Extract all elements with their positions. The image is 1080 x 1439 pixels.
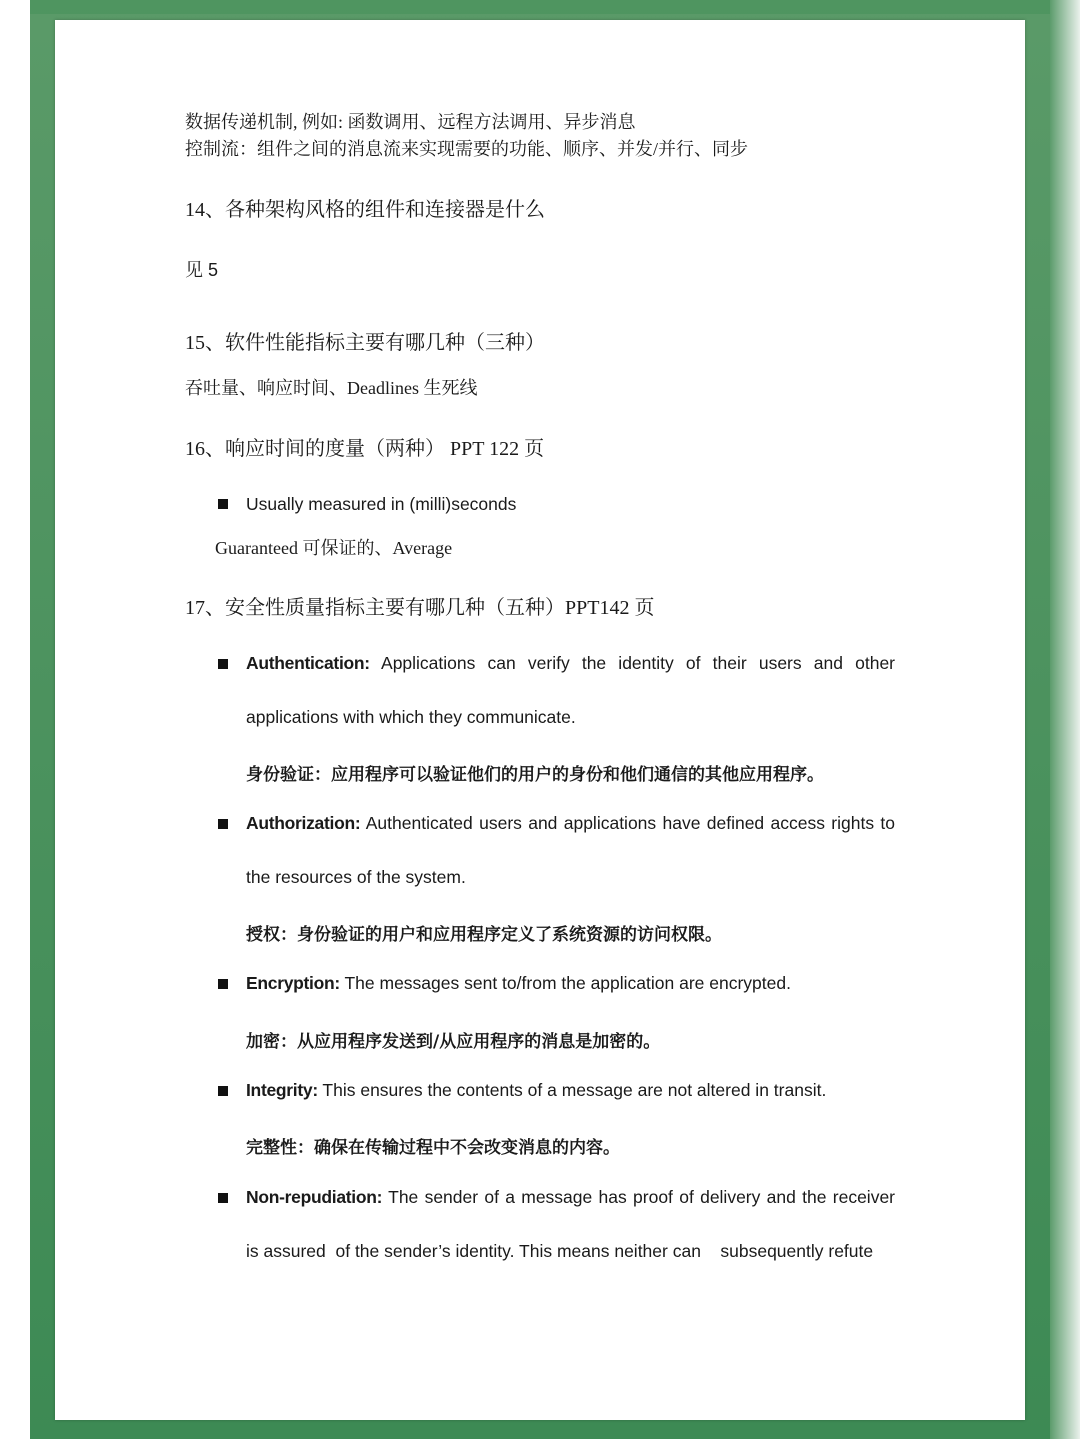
bullet-square-icon bbox=[218, 979, 228, 989]
bullet-square-icon bbox=[218, 819, 228, 829]
authorization-line-1: Authorization: Authenticated users and applications have defined access rights to bbox=[246, 813, 895, 833]
authentication-term: Authentication: bbox=[246, 653, 370, 673]
authentication-zh: 身份验证：应用程序可以验证他们的用户的身份和他们通信的其他应用程序。 bbox=[246, 765, 824, 785]
integrity-line-1: Integrity: This ensures the contents of a message are not altered in transit. bbox=[246, 1080, 827, 1100]
document-page bbox=[55, 20, 1025, 1420]
q16-answer: Guaranteed 可保证的、Average bbox=[215, 538, 453, 558]
q14-answer: 见 5 bbox=[185, 260, 219, 280]
authorization-zh: 授权：身份验证的用户和应用程序定义了系统资源的访问权限。 bbox=[246, 925, 722, 945]
right-margin bbox=[1050, 0, 1080, 1439]
authorization-term: Authorization: bbox=[246, 813, 361, 833]
integrity-zh: 完整性：确保在传输过程中不会改变消息的内容。 bbox=[246, 1138, 620, 1158]
intro-line-1: 数据传递机制, 例如: 函数调用、远程方法调用、异步消息 bbox=[185, 112, 636, 132]
non-repudiation-line-1: Non-repudiation: The sender of a message has proof of delivery and the receiver bbox=[246, 1187, 895, 1207]
authentication-line-2: applications with which they communicate. bbox=[246, 707, 576, 727]
q16-bullet-text: Usually measured in (milli)seconds bbox=[246, 494, 517, 514]
authorization-line-2: the resources of the system. bbox=[246, 867, 466, 887]
authentication-line-1: Authentication: Applications can verify the identity of their users and other bbox=[246, 653, 895, 673]
intro-line-2: 控制流：组件之间的消息流来实现需要的功能、顺序、并发/并行、同步 bbox=[185, 139, 748, 159]
q16-heading: 16、响应时间的度量（两种） PPT 122 页 bbox=[185, 438, 545, 460]
bullet-square-icon bbox=[218, 1086, 228, 1096]
bullet-square-icon bbox=[218, 1193, 228, 1203]
bullet-square-icon bbox=[218, 499, 228, 509]
bullet-square-icon bbox=[218, 659, 228, 669]
non-repudiation-line-2: is assured of the sender’s identity. This means neither can subsequently refute bbox=[246, 1241, 874, 1261]
q17-heading: 17、安全性质量指标主要有哪几种（五种）PPT142 页 bbox=[185, 597, 655, 619]
q15-heading: 15、软件性能指标主要有哪几种（三种） bbox=[185, 332, 545, 354]
encryption-line-1: Encryption: The messages sent to/from the application are encrypted. bbox=[246, 973, 791, 993]
q15-answer: 吞吐量、响应时间、Deadlines 生死线 bbox=[185, 378, 478, 398]
q14-heading: 14、各种架构风格的组件和连接器是什么 bbox=[185, 199, 545, 221]
integrity-term: Integrity: bbox=[246, 1080, 318, 1100]
left-margin bbox=[0, 0, 30, 1439]
non-repudiation-term: Non-repudiation: bbox=[246, 1187, 383, 1207]
encryption-term: Encryption: bbox=[246, 973, 340, 993]
encryption-zh: 加密：从应用程序发送到/从应用程序的消息是加密的。 bbox=[246, 1032, 661, 1052]
